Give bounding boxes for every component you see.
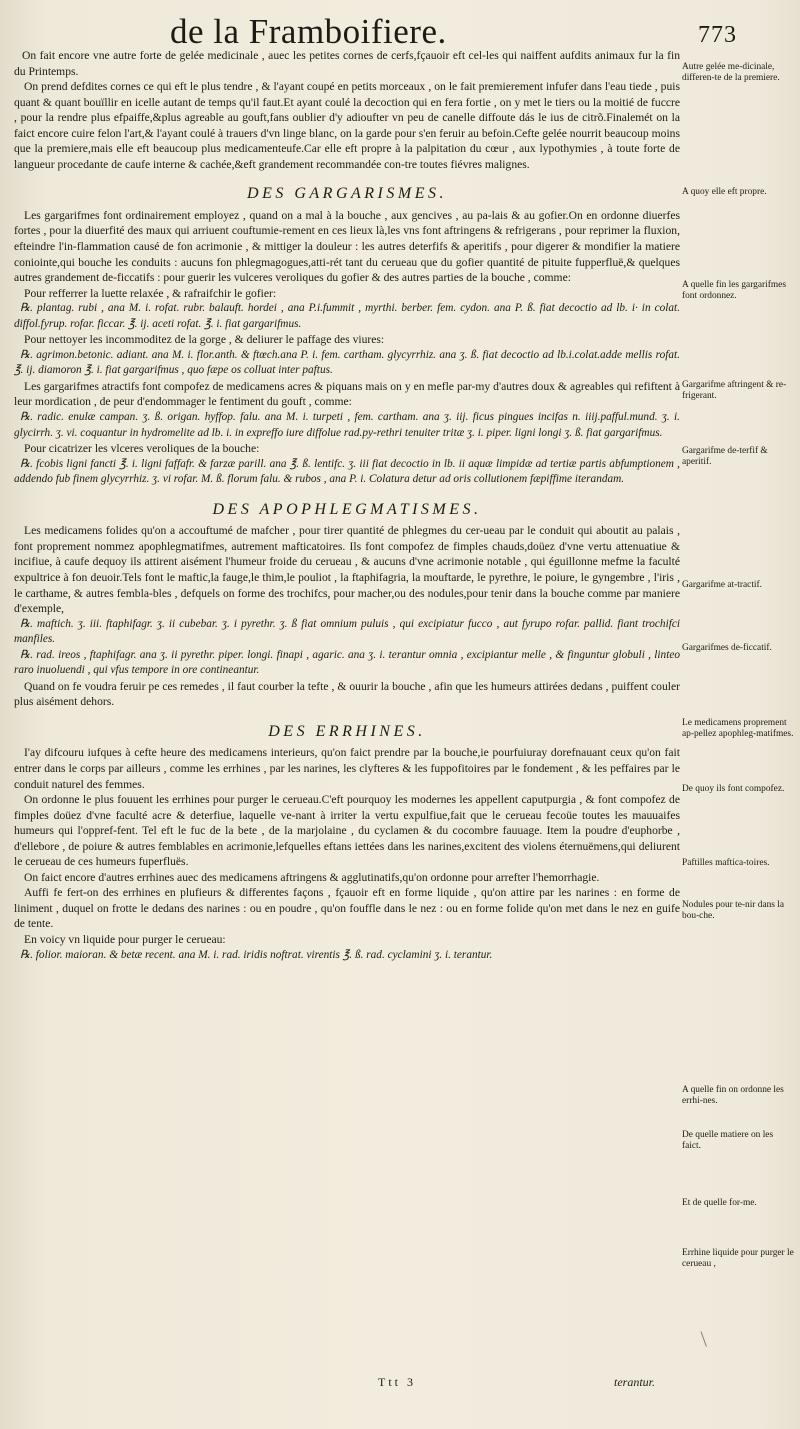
paragraph: On faict encore d'autres errhines auec des medicamens aftringens & agglutinatifs,qu'on ordonne pour arrefter l'hemorrhagie.: [24, 870, 600, 884]
margin-note: De quoy ils font compofez.: [682, 784, 785, 794]
running-title: de la Framboifiere.: [170, 12, 447, 51]
section-heading-errhines: DES ERRHINES.: [268, 722, 426, 740]
margin-note: Le medicamens proprement ap-pellez apophleg-matifmes.: [682, 718, 794, 739]
running-head: [0, 12, 800, 52]
margin-note: Gargarifme at-tractif.: [682, 580, 762, 590]
margin-note: Gargarifme de-terfif & aperitif.: [682, 446, 768, 467]
paragraph: On ordonne le plus fouuent les errhines pour purger le cerueau.C'eft pourquoy les modernes les appellent caputpurgia , & font compofez de fimples doüez d'vne faculté acre & deterfiue, laquelle ve-nant à irriter la vertu expulfiue,fait que le cerueau fecoüe toutes les mauuaifes humeurs qui l'oppref-fent. Tel eft le fuc de la bete , de la marjolaine , du cyclamen & du cocombre fauuage. Item la poudre d'euphorbe , d'ellebore , de poiure & autres femblables en acrimonie,lefquelles eftans iettées dans les narines,excitent des violens éternuëmens,qui deliurent le cerueau de ces humeurs fuperfluës.: [14, 793, 680, 869]
recipe: ℞. rad. ireos , ftaphifagr. ana ʒ. ii pyrethr. piper. longi. finapi , agaric. ana ʒ. i. terantur omnia , excipiantur melle , & finguntur globuli , linteo raro inuoluendi , qui vfus tempore in ore contineantur.: [14, 648, 680, 677]
margin-note: Autre gelée me-dicinale, differen-te de la premiere.: [682, 62, 780, 83]
margin-note: A quoy elle eft propre.: [682, 187, 767, 197]
paragraph: Quand on fe voudra feruir pe ces remedes , il faut courber la tefte , & ouurir la bouche , afin que les humeurs attirées dedans , puiffent couler plus aisément dehors.: [14, 679, 680, 709]
paragraph: On fait encore vne autre forte de gelée medicinale , auec les petites cornes de cerfs,fçauoir eft cel-les qui naiffent aufdits animaux fur la fin du Printemps.: [14, 49, 680, 78]
paragraph: I'ay difcouru iufques à cefte heure des medicamens interieurs, qu'on faict prendre par la bouche,ie pourfuiuray dorefnauant ceux qu'on fait entrer dans le corps par ailleurs , comme les errhines , par les narines, les clyfteres & les fuppofitoires par le fondement , & les peffaires par le conduit naturel des femmes.: [14, 746, 680, 791]
paragraph: Pour nettoyer les incommoditez de la gorge , & deliurer le paffage des viures:: [24, 333, 385, 347]
margin-note: Paftilles maftica-toires.: [682, 858, 770, 868]
recipe: ℞. maftich. ʒ. iii. ftaphifagr. ʒ. ii cubebar. ʒ. i pyrethr. ʒ. ß fiat omnium puluis , qui excipiatur fucco , aut fyrupo rofar. pallid. fiant trochifci manfiles.: [14, 617, 680, 646]
paragraph: Les gargarifmes font ordinairement employez , quand on a mal à la bouche , aux gencives , au pa-lais & au gofier.On en ordonne diuerfes fortes , pour la diuerfité des maux qui arriuent couftumie-rement en ces lieux là,les vns font aftringens & refrigerans , pour reprimer la fluxion, efteindre l'in-flammation causé de fon acrimonie , & mittiger la douleur : les autres deterfifs & aperitifs , pour digerer & mondifier la matiere coniointe,qui bouche les conduits : aucuns fon phlegmagogues,atti-rét tant du cerueau que du gofier quantité de pituite fupperfluë,& quelques autres grandement de-ficcatifs : pour guerir les vulceres veroliques du gofier & des autres parties de la bouche , comme:: [14, 208, 680, 285]
margin-note: Gargarifmes de-ficcatif.: [682, 643, 772, 653]
page-footer: [0, 1375, 800, 1393]
section-heading-apophlegmatismes: DES APOPHLEGMATISMES.: [212, 500, 482, 518]
margin-note: Errhine liquide pour purger le cerueau ,: [682, 1248, 794, 1269]
page-number: 773: [698, 22, 737, 48]
margin-note: Et de quelle for-me.: [682, 1198, 757, 1208]
paragraph: Pour refferrer la luette relaxée , & rafraifchir le gofier:: [24, 286, 277, 300]
recipe: ℞. agrimon.betonic. adiant. ana M. i. flor.anth. & ftœch.ana P. i. fem. cartham. glycyrrhiz. ana ʒ. ß. fiat decoctio ad lb.i.colat.adde mellis rofat. ℥. ij. diamoron ℥. i. fiat gargarifmus , quo fæpe os colluat inter paftus.: [14, 348, 680, 377]
paragraph: On prend defdites cornes ce qui eft le plus tendre , & l'ayant coupé en petits morceaux , on le fait premierement infufer dans l'eau tiede , puis quant & quant bouïllir en icelle autant de temps qu'il faut.Et ayant coulé la decoction qui en fera fortie , on y met le tiers ou la moitié de fuccre , pour la rendre plus efpaiffe,&plus agreable au gouft,fans oublier d'y adioufter vn peu de canelle diffoute dás le ius de citrõ.Finalemét on la faict encore cuire felon l'art,& l'ayant coulé à trauers d'vn linge blanc, on la garde pour s'en feruir au befoin.Cefte gelée nourrit beaucoup moins que la premiere,mais elle eft beaucoup plus medicamenteufe.Car elle eft propre à la palpitation du cœur , aux lypothymies , à toute forte de langueur procedante de caufe interne & cachée,&eft grandement recommandée con-tre toutes fiévres malignes.: [14, 80, 680, 171]
paragraph: Les medicamens folides qu'on a accouftumé de mafcher , pour tirer quantité de phlegmes du cer-ueau par le conduit qui aboutit au palais , font proprement nommez apophlegmatifmes, autrement mafticatoires. Ils font compofez de fimples chauds,doüez d'vne vertu attenuatiue & incifiue, à caufe dequoy ils attirent aisément l'humeur froide du cerueau , & aucuns d'vne acrimonie notable , qui éguillonne mefme la faculté expultrice à fon deuoir.Tels font le maftic,la fauge,le thim,le pouliot , la ftaphifagria, la mouftarde, le pyrethre, le poiure, le gyngembre , l'iris , le carthame, & autres fembla-bles , defquels on forme des trochifcs, pour macher,ou des nodules,pour tenir dans la bouche comme par maniere d'exemple,: [14, 524, 680, 616]
margin-pen-mark: [700, 1329, 712, 1346]
paragraph: En voicy vn liquide pour purger le cerueau:: [24, 932, 226, 946]
margin-note: Nodules pour te-nir dans la bou-che.: [682, 900, 785, 921]
recipe: ℞. radic. enulæ campan. ʒ. ß. origan. hyffop. falu. ana M. i. turpeti , fem. cartham. ana ʒ. iij. ficus pingues incifas n. iiij.pafful.mund. ʒ. i. glycirrh. ʒ. vi. coquantur in hydromelite ad lb. i. in expreffo iure diffolue rad.py-rethri tenuiter tritæ ʒ. i. piper. ligni longi ʒ. ß. fiat gargarifmus.: [14, 411, 680, 439]
section-heading-gargarismes: DES GARGARISMES.: [247, 185, 447, 203]
margin-note: A quelle fin les gargarifmes font ordonnez.: [682, 280, 786, 301]
paragraph: Auffi fe fert-on des errhines en plufieurs & differentes façons , fçauoir eft en forme liquide , qu'on attire par les narines : en forme de liniment , duquel on frotte le dedans des narines : ou en poudre , qu'on fouffle dans le nez : ou en forme folide qu'on met dans le nez en guife de tente.: [14, 886, 680, 931]
recipe: ℞. plantag. rubi , ana M. i. rofat. rubr. balauft. hordei , ana P.i.fummit , myrthi. berber. fem. cydon. ana P. ß. fiat decoctio ad lb. i· in colat. diffol.fyrup. rofar. ficcar. ℥. ij. aceti rofat. ℥. i. fiat gargarifmus.: [14, 302, 680, 330]
recipe: ℞. folior. maioran. & betæ recent. ana M. i. rad. iridis noftrat. virentis ℥. ß. rad. cyclamini ʒ. i. terantur.: [20, 948, 493, 961]
margin-note: Gargarifme aftringent & re-frigerant.: [682, 380, 787, 401]
main-text-column: [14, 48, 680, 963]
recipe: ℞. fcobis ligni fancti ℥. i. ligni faffafr. & farzæ parill. ana ℥. ß. lentifc. ʒ. iii fiat decoctio in lb. ii aquæ limpidæ ad tertiæ partis abfumptionem , addendo fub finem glycyrrhiz. ʒ. vi rofar. M. ß. florum falu. & rubos , ana P. i. Colatura detur ad oris collutionem fæpiffime iterandam.: [14, 457, 680, 486]
signature-mark: Ttt 3: [378, 1375, 416, 1389]
paragraph: Les gargarifmes atractifs font compofez de medicamens acres & piquans mais on y en mefle par-my d'autres doux & agreables qui refiftent à leur mordication , de peur d'endommager le fentiment du gouft , comme:: [14, 379, 680, 409]
catchword: terantur.: [614, 1375, 656, 1389]
paragraph: Pour cicatrizer les vlceres veroliques de la bouche:: [24, 442, 260, 456]
margin-note: De quelle matiere on les faict.: [682, 1130, 774, 1151]
margin-note: A quelle fin on ordonne les errhi-nes.: [682, 1085, 784, 1106]
